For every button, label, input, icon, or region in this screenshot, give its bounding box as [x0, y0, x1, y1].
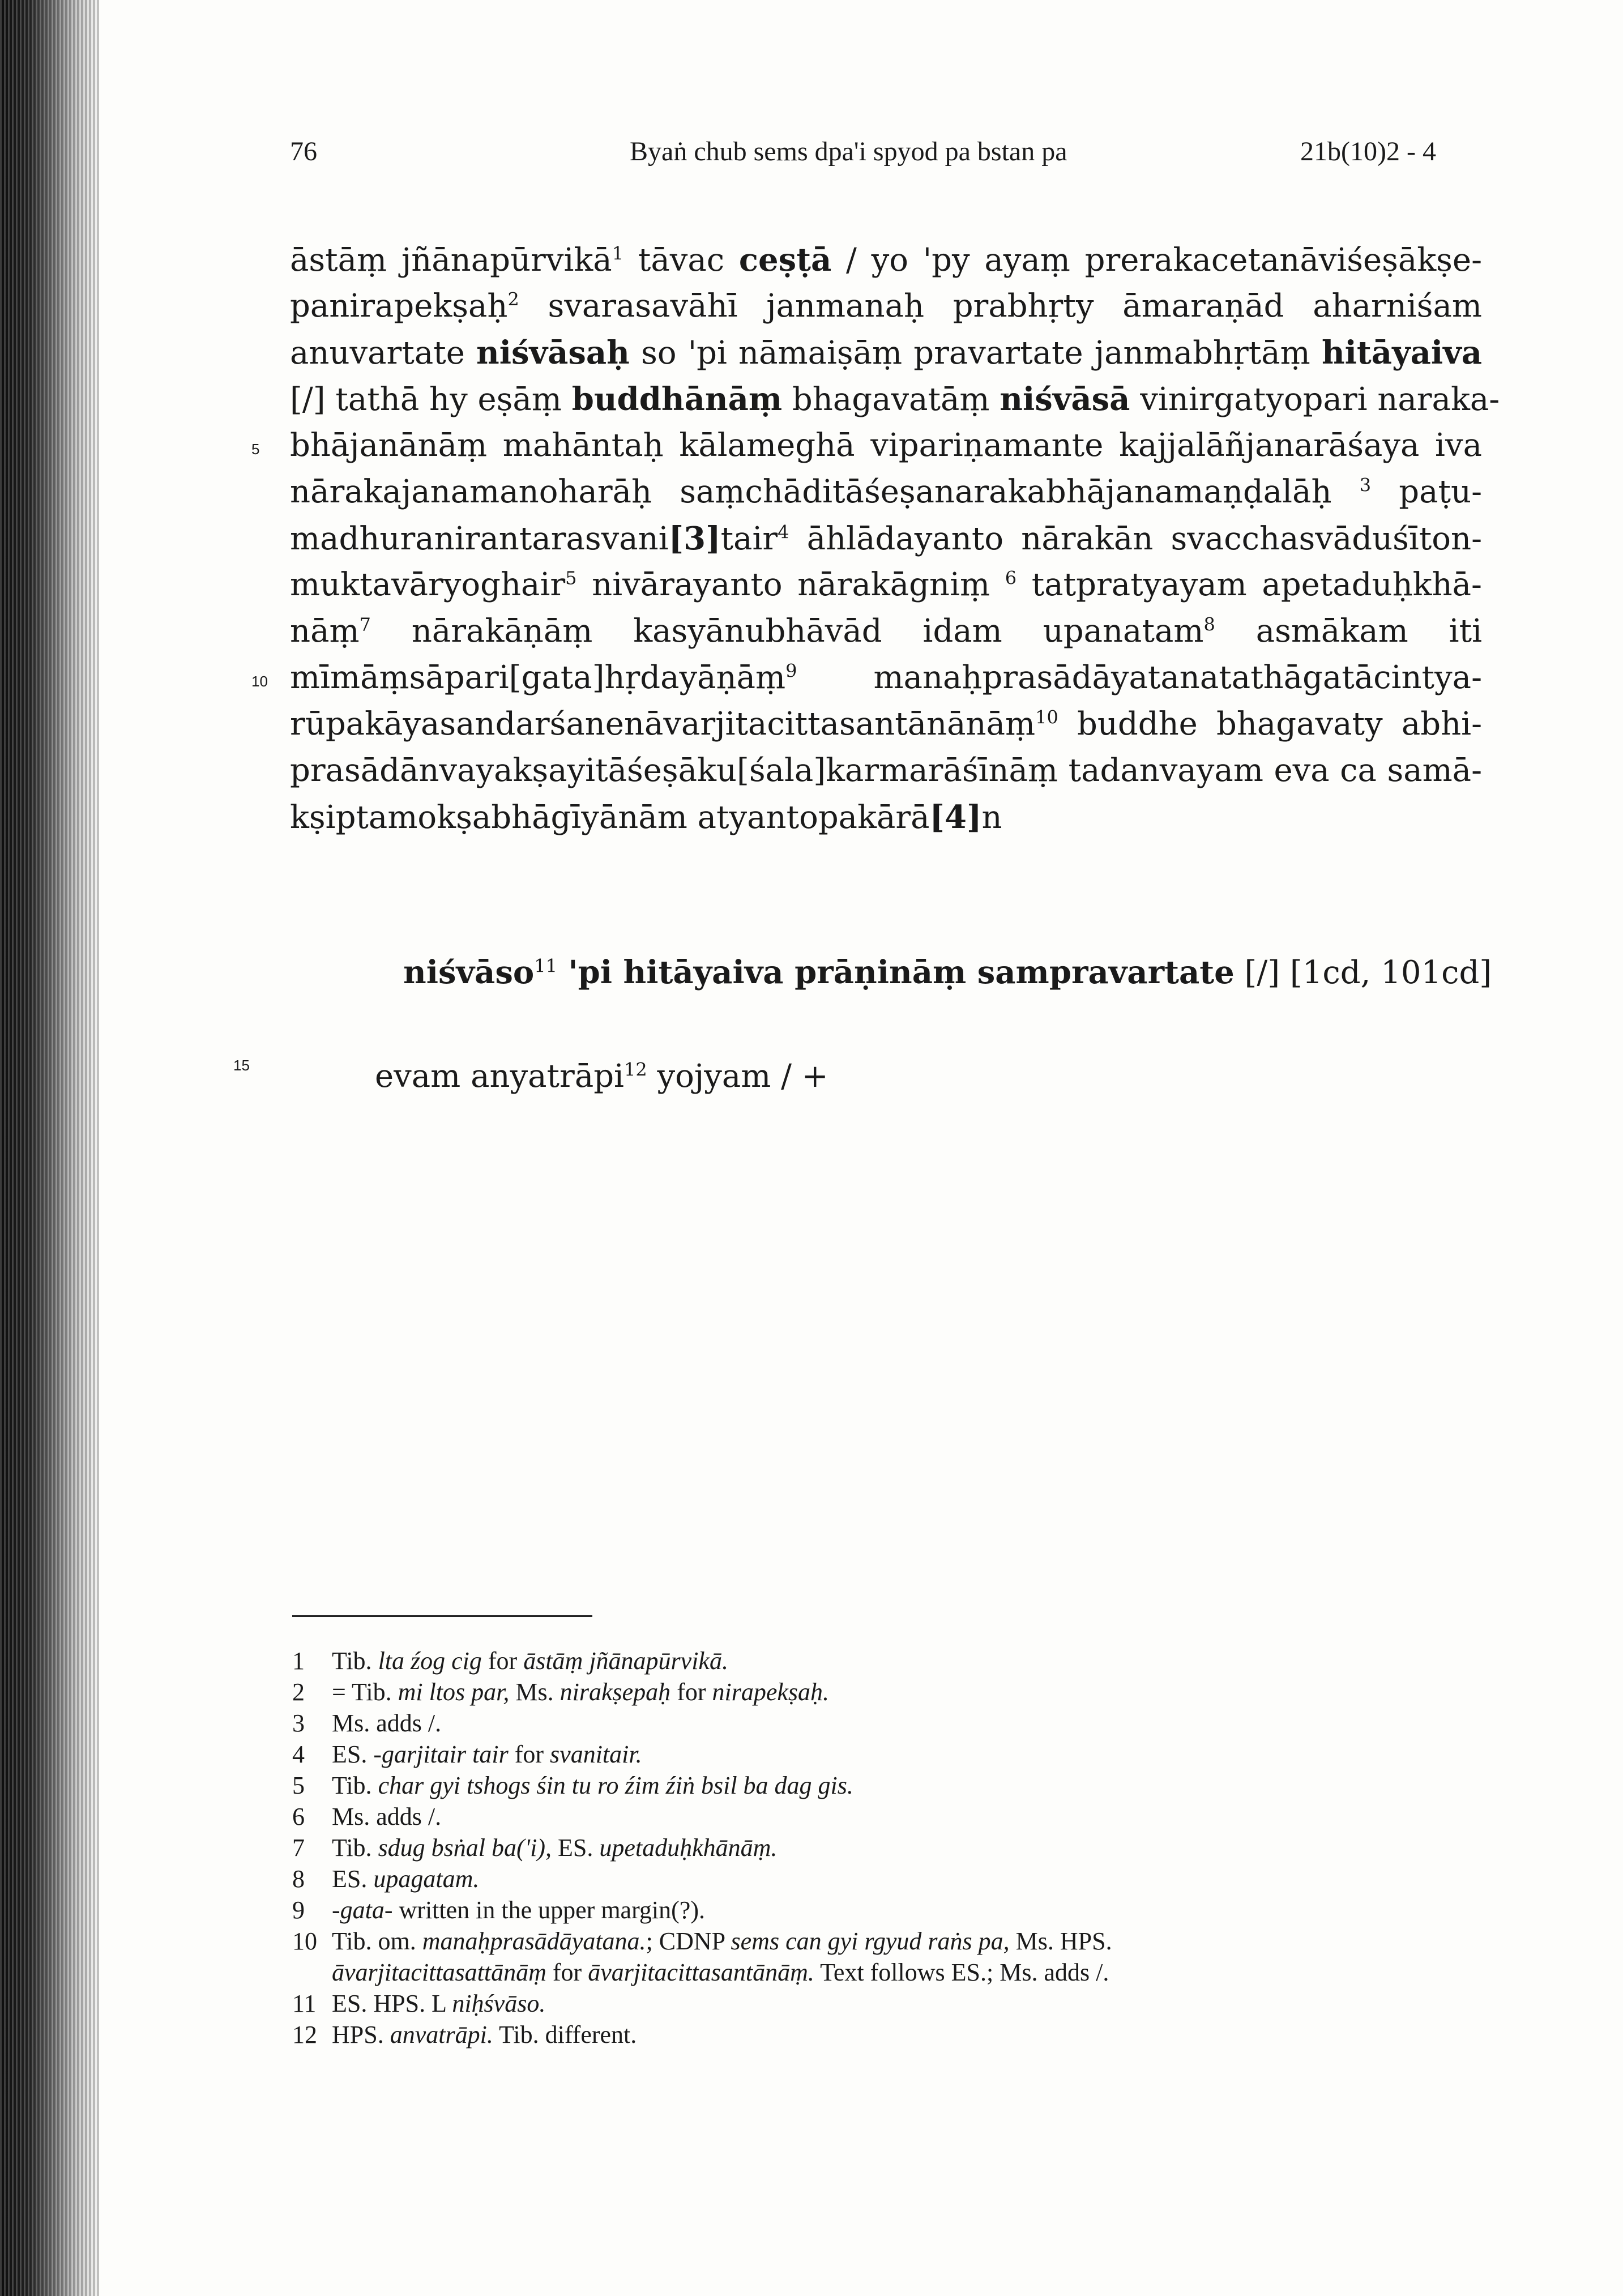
footnote-ref: 4 [778, 521, 789, 543]
text-segment: [/] tathā hy eṣāṃ [290, 381, 572, 418]
text-segment: rūpakāyasandarśanenāvarjitacittasantānānāṃ [290, 706, 1036, 742]
text-segment: manaḥprasādāyatanatathāgatācintya- [797, 659, 1482, 696]
text-line-5 [251, 423, 1482, 469]
verse-text: 'pi hitāyaiva prāṇināṃ sampravartate [557, 954, 1235, 991]
footnote-ref: 6 [1005, 567, 1017, 589]
page-number: 76 [290, 136, 317, 167]
footnote [292, 1645, 1481, 1676]
footnote-ref: 3 [1359, 474, 1372, 496]
text-line-8 [290, 562, 1482, 608]
footnote-ref: 10 [1035, 706, 1058, 728]
footnote-text: Tib. different. [493, 2021, 637, 2049]
text-line-3 [290, 330, 1482, 376]
footnote [292, 1801, 1481, 1832]
footnote-italic: sdug bsṅal ba('i), [378, 1834, 552, 1862]
text-segment: tāvac [623, 242, 739, 279]
footnote [292, 1926, 1481, 1988]
footnote-italic: upagatam. [373, 1865, 480, 1893]
footnote-text: ES. [551, 1834, 600, 1862]
text-line-9 [290, 608, 1482, 655]
footnote [292, 1894, 1481, 1926]
footnote-number: 3 [292, 1709, 305, 1737]
footnote-text: Ms. HPS. [1009, 1927, 1112, 1955]
text-line-1 [290, 237, 1482, 283]
main-text [251, 237, 1500, 840]
text-line-7 [290, 515, 1482, 562]
footnote-text: ES. [332, 1740, 374, 1768]
text-segment: anuvartate [290, 335, 477, 372]
footnote-number: 11 [292, 1990, 317, 2017]
text-segment: muktavāryoghair [290, 566, 566, 603]
text-segment: āhlādayanto nārakān svacchasvāduśīton- [789, 520, 1482, 557]
footnote-text: Text follows ES.; Ms. adds /. [814, 1958, 1109, 1986]
lemma: hitāyaiva [1321, 334, 1482, 372]
footnote-text: for [546, 1958, 588, 1986]
footnote-rule [292, 1615, 592, 1617]
text-segment: panirapekṣaḥ [290, 288, 508, 325]
footnote-text: Ms. [509, 1678, 560, 1706]
text-segment: vinirgatyopari naraka- [1130, 381, 1500, 418]
text-line-15 [0, 1053, 1623, 1100]
footnote-number: 6 [292, 1803, 305, 1830]
footnote-ref: 11 [534, 955, 557, 977]
footnote-text: Tib. om. [332, 1927, 422, 1955]
footnote [292, 1708, 1481, 1739]
footnote-text: HPS. [332, 2021, 390, 2049]
lemma: niśvāsā [1000, 381, 1130, 418]
footnote-number: 12 [292, 2021, 317, 2049]
footnote-ref: 12 [623, 1059, 647, 1081]
footnote-ref: 7 [359, 613, 371, 635]
footnote-continuation [332, 1957, 1481, 1988]
footnote-ref: 1 [612, 242, 624, 264]
lemma: niśvāsaḥ [476, 334, 630, 372]
verse-line [0, 949, 1623, 996]
text-segment: n [981, 799, 1002, 836]
footnote-italic: nirakṣepaḥ [559, 1678, 671, 1706]
footnote-italic: āstāṃ jñānapūrvikā. [523, 1647, 728, 1675]
footnote [292, 1863, 1481, 1894]
footnote-text: ; CDNP [646, 1927, 731, 1955]
footnote-ref: 8 [1203, 613, 1215, 635]
footnote-italic: sems can gyi rgyud raṅs pa, [731, 1927, 1010, 1955]
text-segment: bhājanānāṃ mahāntaḥ kālameghā vipariṇamante kajjalāñjanarāśaya iva [290, 427, 1482, 464]
text-segment: asmākam iti [1215, 613, 1482, 650]
text-segment: prasādānvayakṣayitāśeṣāku[śala]karmarāśīnāṃ tadanvayam eva ca samā- [290, 752, 1482, 789]
footnote-number: 1 [292, 1647, 305, 1675]
line-number: 15 [233, 1057, 250, 1074]
text-segment: paṭu- [1371, 473, 1483, 510]
footnote-number: 8 [292, 1865, 305, 1893]
footnote-text: Tib. [332, 1772, 378, 1799]
footnote-italic: svanitair. [550, 1740, 642, 1768]
text-segment: tatpratyayam apetaduḥkhā- [1016, 566, 1482, 603]
text-segment: nāṃ [290, 613, 360, 650]
footnote-ref: 2 [507, 288, 519, 310]
footnotes [292, 1645, 1481, 2050]
verse-text: niśvāso [403, 954, 535, 991]
text-segment: mīmāṃsāpari[gata]hṛdayāṇāṃ [290, 659, 786, 696]
footnote-number: 5 [292, 1772, 305, 1799]
running-header [0, 136, 1623, 176]
footnote-italic: āvarjitacittasattānāṃ [332, 1958, 546, 1986]
footnote-italic: āvarjitacittasantānāṃ. [588, 1958, 814, 1986]
line-number: 5 [251, 441, 260, 458]
footnote-italic: mi ltos par, [398, 1678, 510, 1706]
footnote-italic: niḥśvāso. [452, 1990, 546, 2017]
verse-reference: [/] [1cd, 101cd] [1234, 954, 1492, 991]
text-segment: kṣiptamokṣabhāgīyānām atyantopakārā [290, 799, 930, 836]
line-number: 10 [251, 673, 268, 690]
footnote-italic: -gata- [332, 1896, 393, 1924]
running-title: Byaṅ chub sems dpa'i spyod pa bstan pa [630, 136, 1067, 167]
text-segment: so 'pi nāmaiṣāṃ pravartate janmabhṛtāṃ [629, 335, 1322, 372]
footnote [292, 1739, 1481, 1770]
footnote-text: for [508, 1740, 550, 1768]
footnote-text: Tib. [332, 1647, 378, 1675]
text-line-6 [290, 469, 1482, 515]
text-segment: nārakajanamanoharāḥ saṃchāditāśeṣanarakabhājanamaṇḍalāḥ [290, 473, 1360, 510]
lemma: ceṣṭā [738, 241, 832, 279]
footnote-number: 4 [292, 1740, 305, 1768]
book-binding-shadow [0, 0, 99, 2296]
lemma: buddhānāṃ [571, 381, 783, 418]
footnote [292, 2019, 1481, 2050]
footnote-italic: -garjitair tair [373, 1740, 509, 1768]
folio-marker: [3] [668, 520, 721, 557]
text-segment: yojyam / + [647, 1058, 828, 1095]
footnote-text: Ms. adds /. [332, 1803, 442, 1830]
footnote-number: 9 [292, 1896, 305, 1924]
text-line-2 [290, 283, 1482, 330]
text-segment: / yo 'py ayaṃ prerakacetanāviśeṣākṣe- [831, 242, 1482, 279]
footnote-italic: manaḥprasādāyatana. [422, 1927, 646, 1955]
footnote [292, 1832, 1481, 1863]
footnote-number: 7 [292, 1834, 305, 1862]
text-segment: nārakāṇāṃ kasyānubhāvād idam upanatam [370, 613, 1204, 650]
footnote-number: 2 [292, 1678, 305, 1706]
text-segment: buddhe bhagavaty abhi- [1058, 706, 1482, 742]
footnote-text: for [481, 1647, 524, 1675]
footnote-text: ES. HPS. L [332, 1990, 452, 2017]
text-line-11 [290, 701, 1482, 748]
text-line-12 [290, 748, 1482, 794]
footnote [292, 1988, 1481, 2019]
text-line-10 [251, 655, 1482, 701]
footnote-italic: nirapekṣaḥ. [712, 1678, 830, 1706]
text-segment: svarasavāhī janmanaḥ prabhṛty āmaraṇād aharniśam [519, 288, 1482, 325]
footnote-ref: 5 [565, 567, 577, 589]
text-segment: tair [720, 520, 778, 557]
text-segment: bhagavatāṃ [782, 381, 1000, 418]
footnote [292, 1676, 1481, 1708]
footnote-text: written in the upper margin(?). [392, 1896, 705, 1924]
footnote [292, 1770, 1481, 1801]
footnote-italic: lta źog cig [378, 1647, 482, 1675]
text-segment: nivārayanto nārakāgniṃ [576, 566, 1005, 603]
footnote-text: ES. [332, 1865, 374, 1893]
footnote-italic: anvatrāpi. [390, 2021, 493, 2049]
footnote-number: 10 [292, 1927, 317, 1955]
footnote-italic: upetaduḥkhānāṃ. [599, 1834, 778, 1862]
text-line-13 [290, 794, 1482, 840]
footnote-text: = Tib. [332, 1678, 398, 1706]
footnote-text: Tib. [332, 1834, 378, 1862]
footnote-ref: 9 [785, 660, 797, 682]
folio-marker: [4] [929, 799, 982, 836]
folio-reference: 21b(10)2 - 4 [1300, 136, 1436, 167]
footnote-text: Ms. adds /. [332, 1709, 442, 1737]
text-segment: evam anyatrāpi [375, 1058, 624, 1095]
footnote-text: for [670, 1678, 712, 1706]
text-line-4 [290, 376, 1500, 423]
text-segment: āstāṃ jñānapūrvikā [290, 242, 612, 279]
footnote-italic: char gyi tshogs śin tu ro źim źiṅ bsil ba dag gis. [378, 1772, 853, 1799]
text-segment: madhuranirantarasvani [290, 520, 669, 557]
